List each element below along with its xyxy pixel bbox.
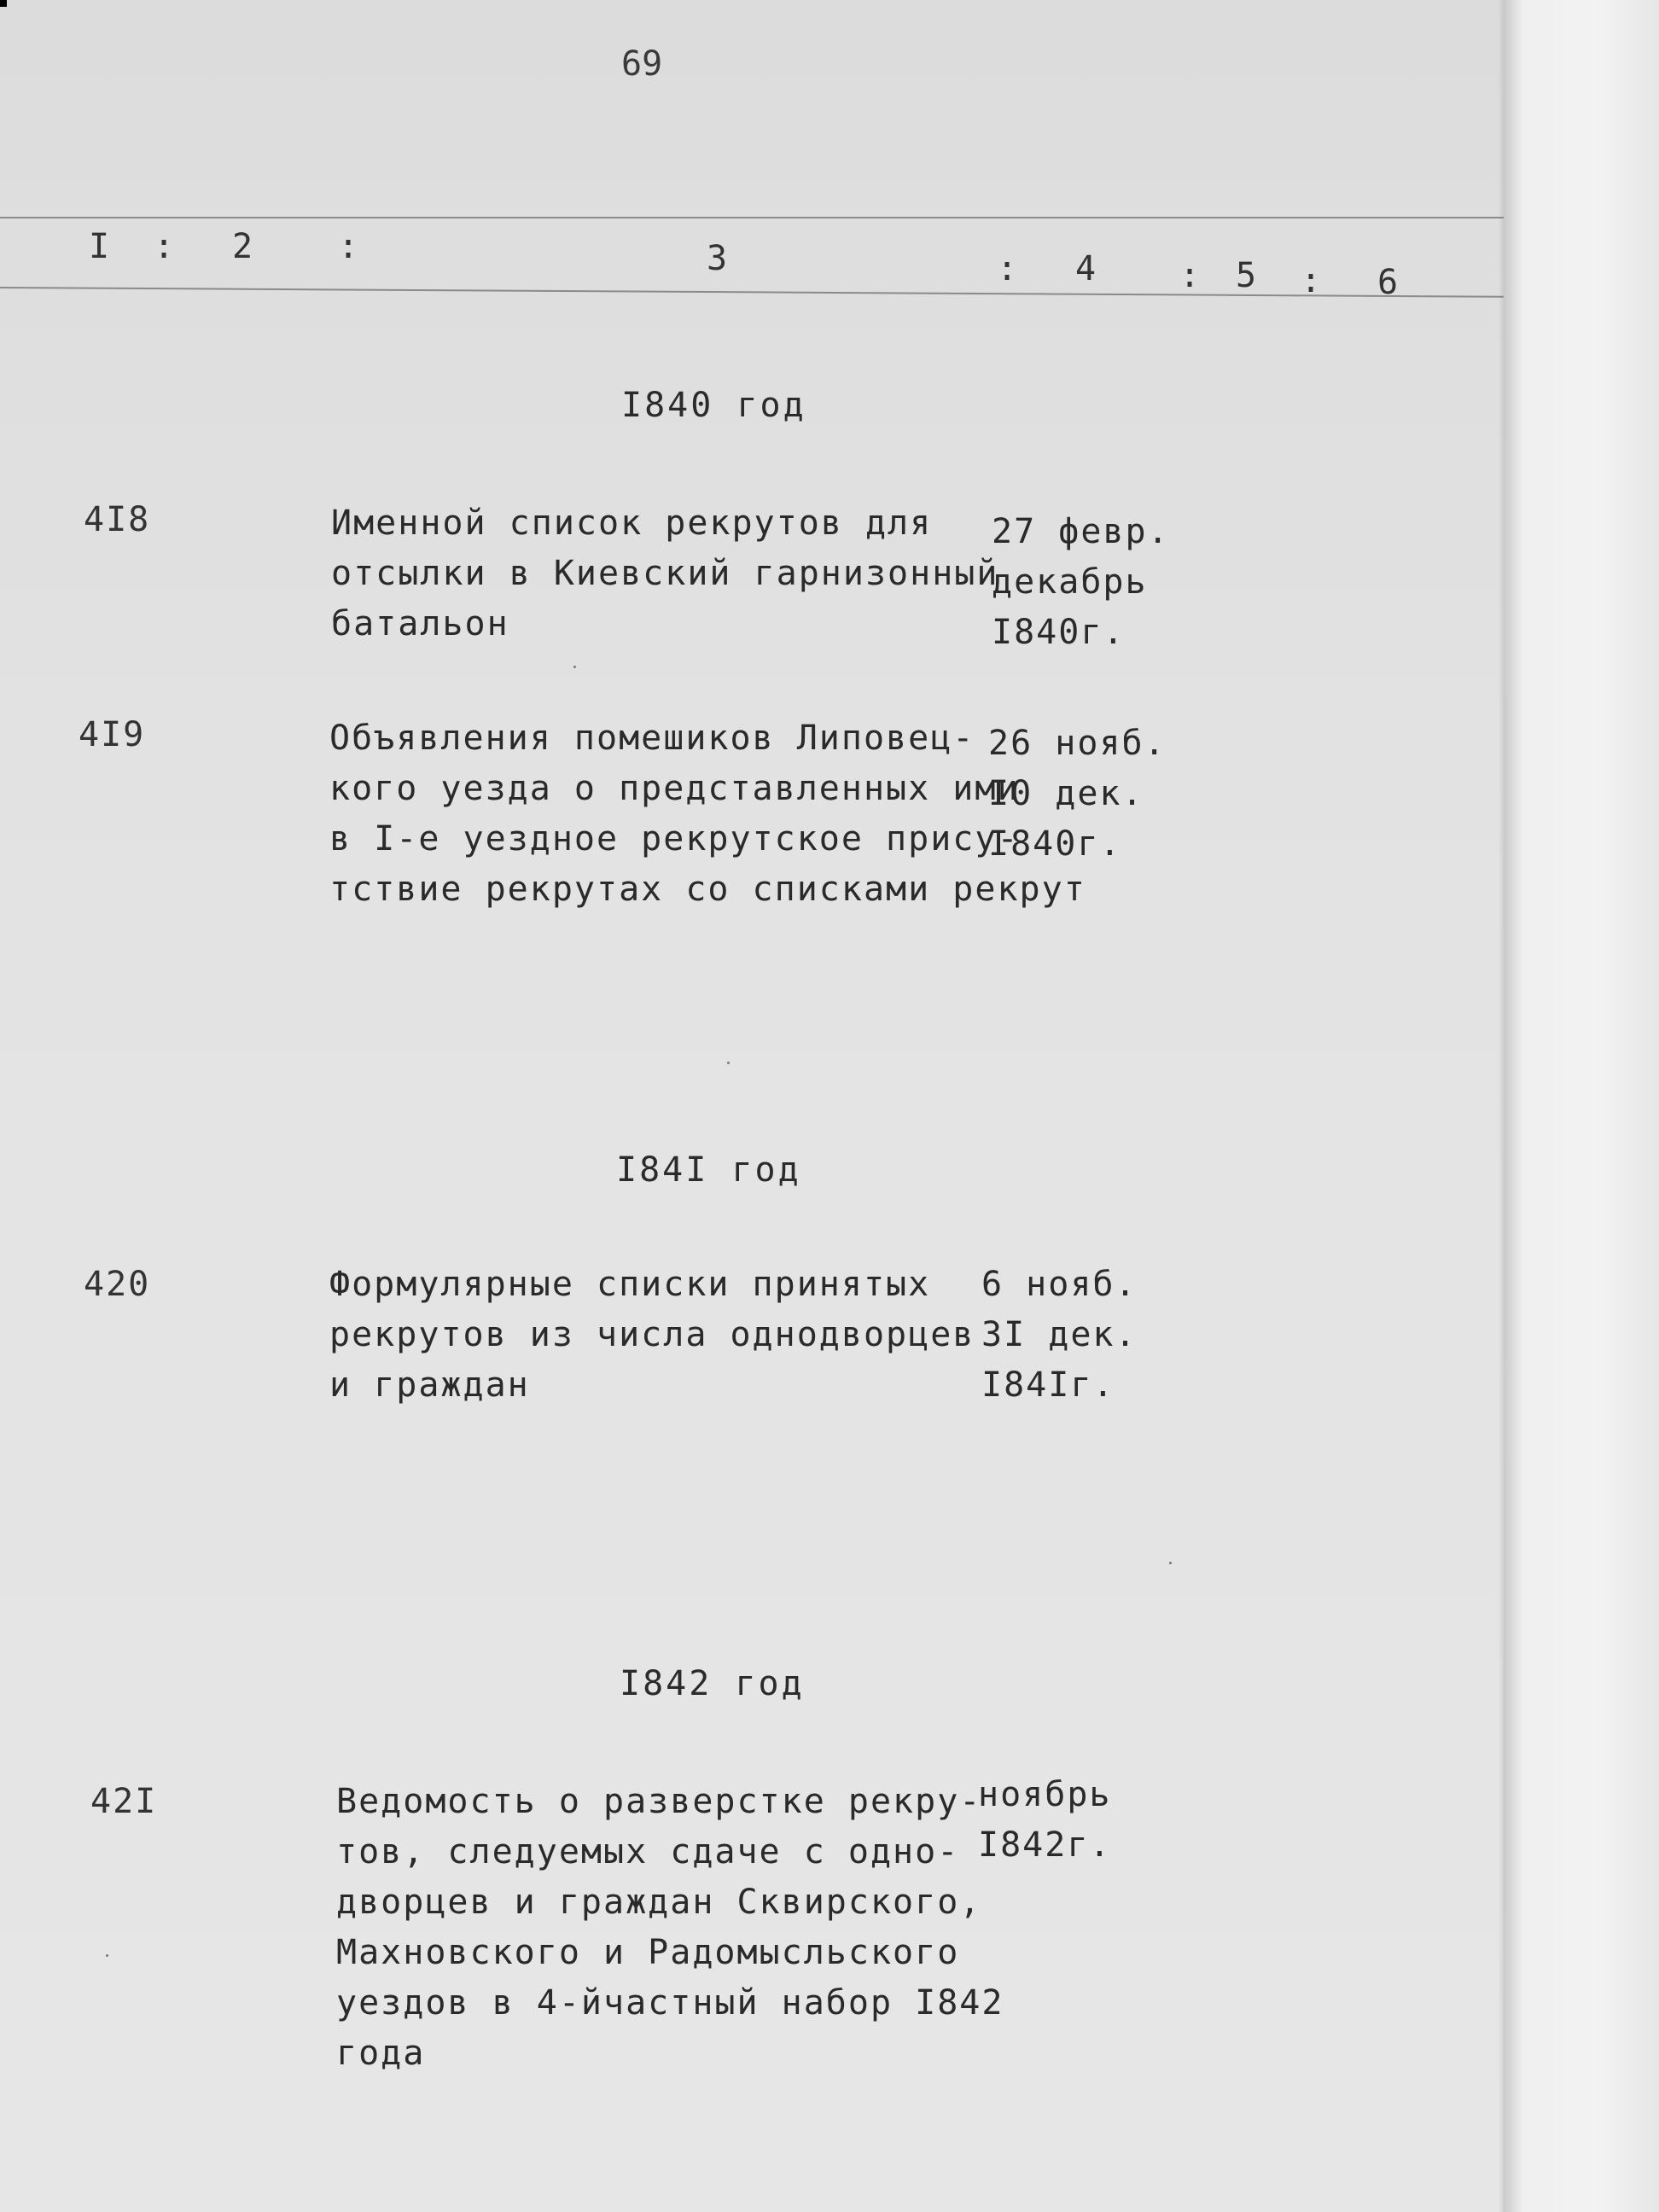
entry-number: 420 [84,1265,151,1304]
description-line: года [336,2034,426,2073]
description-line: Махновского и Радомысльского [336,1933,960,1972]
column-header-5: 5 [1236,256,1257,295]
entry-description [329,713,1086,915]
description-line: кого уезда о представленных ими [329,769,1020,808]
date-line: 6 нояб. [981,1265,1138,1304]
description-line: тствие рекрутах со списками рекрут [329,870,1086,909]
entry-dates [981,1260,1138,1411]
description-line: Объявления помешиков Липовец- [329,719,975,758]
paper-speck [573,666,576,668]
entry-number: 42I [90,1782,158,1821]
paper-speck [106,1954,108,1957]
entry-dates [988,719,1167,870]
description-line: уездов в 4-йчастный набор I842 [336,1983,1004,2023]
entry-description [336,1777,1004,2079]
entry-description [331,498,998,649]
date-line: I0 дек. [988,774,1144,813]
header-rule-top [0,217,1504,218]
year-heading: I842 год [620,1664,805,1703]
column-header-3: 3 [707,239,728,278]
column-header-6: 6 [1377,263,1399,302]
entry-dates [978,1770,1112,1871]
entry-description [329,1260,975,1411]
description-line: отсылки в Киевский гарнизонный [331,554,999,593]
paper-speck [727,1062,730,1064]
description-line: Ведомость о разверстке рекру- [336,1782,982,1821]
column-separator: : [997,249,1018,288]
entry-dates [992,507,1170,658]
description-line: дворцев и граждан Сквирского, [336,1883,982,1922]
column-separator: : [338,227,359,266]
date-line: 3I дек. [981,1315,1138,1354]
paper-speck [1169,1562,1172,1564]
date-line: декабрь [992,562,1148,602]
date-line: ноябрь [978,1775,1112,1814]
year-heading: I84I год [616,1150,801,1190]
description-line: тов, следуемых сдаче с одно- [336,1832,960,1871]
entry-number: 4I8 [84,500,151,539]
date-line: I84Iг. [981,1365,1115,1405]
column-separator: : [1179,256,1201,295]
date-line: I840г. [992,613,1126,652]
year-heading: I840 год [621,386,806,425]
column-header-2: 2 [232,227,253,266]
background-surface [1504,0,1659,2212]
column-header-4: 4 [1075,249,1097,288]
date-line: I842г. [978,1825,1112,1865]
description-line: батальон [331,604,509,643]
page-number: 69 [621,44,663,84]
description-line: рекрутов из числа однодворцев [329,1315,975,1354]
description-line: в I-е уездное рекрутское прису- [329,819,1020,859]
description-line: Именной список рекрутов для [331,504,933,543]
column-separator: : [1301,261,1322,300]
date-line: I840г. [988,824,1122,864]
description-line: и граждан [329,1365,530,1405]
column-header-1: I [89,227,110,266]
date-line: 27 февр. [992,512,1170,551]
description-line: Формулярные списки принятых [329,1265,931,1304]
date-line: 26 нояб. [988,724,1167,763]
entry-number: 4I9 [79,715,146,754]
column-separator: : [154,227,175,266]
corner-mark [0,0,7,7]
